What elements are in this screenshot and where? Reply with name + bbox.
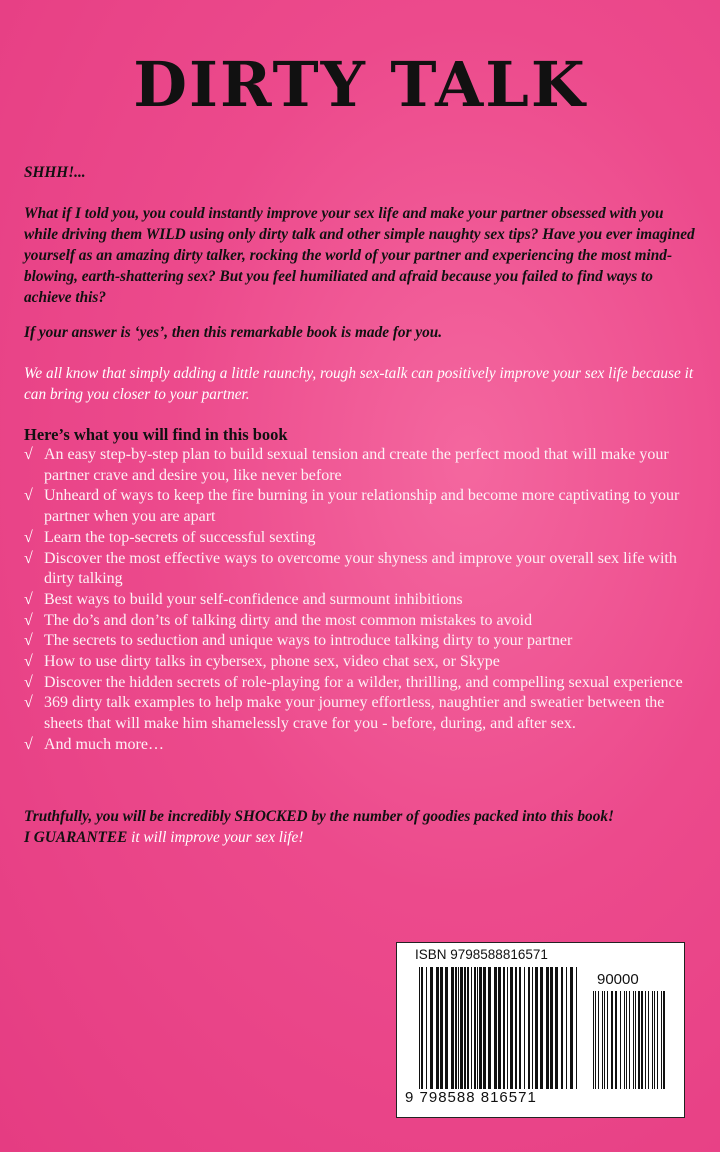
barcode-bar	[507, 967, 508, 1089]
barcode-bar	[532, 967, 533, 1089]
guarantee-rest: it will improve your sex life!	[127, 829, 304, 846]
feature-item: √ Discover the most effective ways to overcome your shyness and improve your overall sex life with dirty talking	[24, 549, 704, 590]
feature-item: √ The secrets to seduction and unique ways to introduce talking dirty to your partner	[24, 631, 704, 652]
feature-item: √ The do’s and don’ts of talking dirty and the most common mistakes to avoid	[24, 611, 704, 632]
check-icon: √	[24, 673, 33, 691]
check-icon: √	[24, 611, 33, 629]
barcode-box	[396, 942, 685, 1118]
question-paragraph: What if I told you, you could instantly improve your sex life and make your partner obsessed with you while driving them WILD using only dirty talk and other simple naughty sex tips? Have you ever imagined yourself as an amazing dirty talker, rocking the world of your partner and experiencing the most mind-blowing, earth-shattering sex? But you feel humiliated and afraid because you failed to find ways to achieve this?	[24, 205, 695, 306]
barcode-bar	[426, 967, 427, 1089]
barcode-bar	[561, 967, 563, 1089]
barcode-bar	[510, 967, 513, 1089]
barcode-bar	[451, 967, 454, 1089]
barcode-digits: 9 798588 816571	[405, 1089, 537, 1106]
barcode-bar	[652, 991, 653, 1089]
barcode-bar	[421, 967, 423, 1089]
check-icon: √	[24, 632, 33, 650]
barcode-bar	[467, 967, 469, 1089]
barcode-bar	[648, 991, 649, 1089]
barcode-bar	[661, 991, 662, 1089]
barcode-bar	[436, 967, 439, 1089]
check-icon: √	[24, 446, 33, 463]
barcode-bar	[455, 967, 457, 1089]
feature-item: √ Discover the hidden secrets of role-playing for a wilder, thrilling, and compelling sexual experience	[24, 673, 704, 694]
barcode-bar	[570, 967, 573, 1089]
check-icon: √	[24, 735, 33, 753]
barcode-bar	[566, 967, 567, 1089]
barcode-bar	[593, 991, 594, 1089]
barcode-bar	[479, 967, 482, 1089]
barcode-bar	[657, 991, 658, 1089]
barcode-bar	[540, 967, 543, 1089]
barcode-bar	[477, 967, 478, 1089]
barcode-bar	[638, 991, 640, 1089]
features-heading: Here’s what you will find in this book	[24, 425, 288, 444]
price-code: 90000	[597, 971, 639, 988]
barcode-bar	[598, 991, 599, 1089]
barcode-bar	[460, 967, 463, 1089]
barcode-bar	[611, 991, 613, 1089]
barcode-bar	[515, 967, 517, 1089]
answer-paragraph: If your answer is ‘yes’, then this remarkable book is made for you.	[24, 324, 443, 341]
barcode-bar	[645, 991, 646, 1089]
feature-item: √ How to use dirty talks in cybersex, phone sex, video chat sex, or Skype	[24, 652, 704, 673]
guarantee-text: I GUARANTEE	[24, 829, 128, 846]
barcode-bar	[641, 991, 643, 1089]
check-icon: √	[24, 549, 33, 567]
feature-item: √ And much more…	[24, 735, 704, 756]
highlight-paragraph: We all know that simply adding a little raunchy, rough sex-talk can positively improve your sex life because it can bring you closer to your partner.	[24, 365, 694, 403]
barcode-bar	[474, 967, 476, 1089]
barcode-bar	[464, 967, 466, 1089]
barcode-bar	[519, 967, 521, 1089]
check-icon: √	[24, 653, 33, 671]
barcode-bar	[494, 967, 497, 1089]
barcode-bar	[535, 967, 538, 1089]
barcode-bar	[635, 991, 636, 1089]
barcode-bar	[471, 967, 472, 1089]
barcode-bar	[458, 967, 459, 1089]
intro-text: SHHH!...	[24, 164, 86, 181]
barcode-bar	[633, 991, 634, 1089]
check-icon: √	[24, 694, 33, 712]
feature-item: √ 369 dirty talk examples to help make your journey effortless, naughtier and sweatier between the sheets that will make him shamelessly crave for you - before, during, and after sex.	[24, 693, 704, 734]
barcode-bar	[524, 967, 525, 1089]
feature-item: √ Learn the top-secrets of successful sexting	[24, 528, 704, 549]
barcode-bar	[654, 991, 655, 1089]
barcode-bar	[498, 967, 501, 1089]
closing-line: Truthfully, you will be incredibly SHOCKED by the number of goodies packed into this book!	[24, 808, 614, 825]
check-icon: √	[24, 528, 33, 546]
feature-item: √ Best ways to build your self-confidence and surmount inhibitions	[24, 590, 704, 611]
barcode-bar	[483, 967, 486, 1089]
barcode-bar	[604, 991, 605, 1089]
barcode-bar	[626, 991, 627, 1089]
barcode-bar	[503, 967, 505, 1089]
barcode-bar	[615, 991, 617, 1089]
barcode-bar	[440, 967, 443, 1089]
check-icon: √	[24, 487, 33, 505]
barcode-bar	[528, 967, 530, 1089]
barcode-bar	[550, 967, 553, 1089]
barcode-bar	[419, 967, 420, 1089]
barcode-bar	[595, 991, 596, 1089]
barcode-bar	[607, 991, 608, 1089]
barcode-bar	[620, 991, 621, 1089]
barcode-bar	[629, 991, 630, 1089]
check-icon: √	[24, 590, 33, 608]
isbn-label: ISBN 9798588816571	[415, 947, 548, 962]
barcode-bar	[546, 967, 549, 1089]
barcode-bar	[663, 991, 665, 1089]
barcode-bar	[555, 967, 558, 1089]
barcode-bar	[624, 991, 625, 1089]
barcode-bar	[576, 967, 577, 1089]
barcode-bar	[430, 967, 433, 1089]
book-title: DIRTY TALK	[133, 48, 587, 121]
features-list	[24, 445, 704, 756]
barcode-bar	[445, 967, 448, 1089]
feature-item: √ An easy step-by-step plan to build sexual tension and create the perfect mood that will make your partner crave and desire you, like never before	[24, 445, 704, 486]
closing-paragraph	[24, 806, 700, 848]
feature-item: √ Unheard of ways to keep the fire burning in your relationship and become more captivating to your partner when you are apart	[24, 486, 704, 527]
barcode-bar	[488, 967, 491, 1089]
barcode-bar	[602, 991, 603, 1089]
